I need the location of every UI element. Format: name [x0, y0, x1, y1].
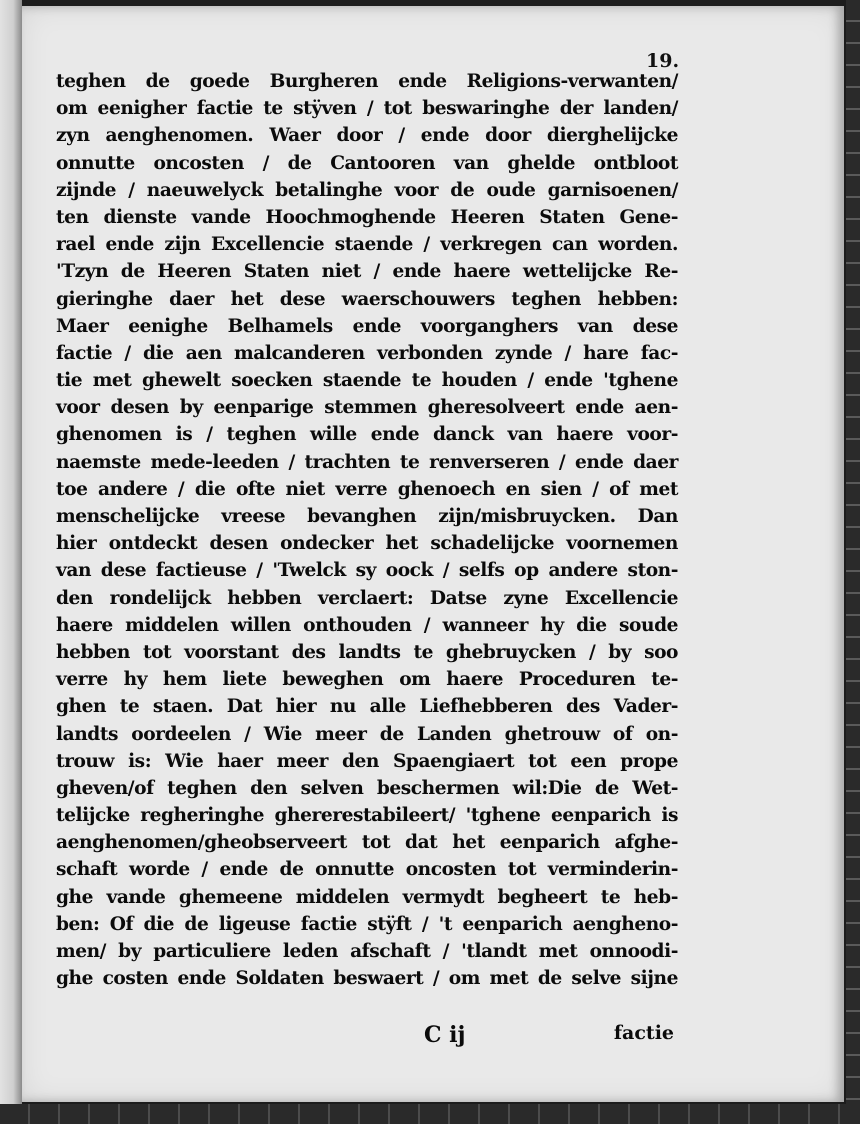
- text-line: ghen te staen. Dat hier nu alle Liefhebberen des Vader-: [56, 696, 678, 718]
- text-line: hier ontdeckt desen ondecker het schadelijcke voornemen: [56, 533, 678, 555]
- signature-mark: C ij: [424, 1022, 466, 1048]
- text-line: van dese factieuse / 'Twelck sy oock / selfs op andere ston-: [56, 560, 678, 582]
- text-line: zijnde / naeuwelyck betalinghe voor de oude garnisoenen/: [56, 179, 678, 201]
- text-line: telijcke regheringhe ghererestabileert/ 'tghene eenparich is: [56, 805, 678, 827]
- text-line: teghen de goede Burgheren ende Religions-verwanten/: [56, 71, 678, 92]
- page-number: 19.: [646, 50, 680, 72]
- text-line: voor desen by eenparige stemmen gheresolveert ende aen-: [56, 397, 678, 419]
- text-line: ghe vande ghemeene middelen vermydt begheert te heb-: [56, 886, 678, 908]
- text-line: 'Tzyn de Heeren Staten niet / ende haere wettelijcke Re-: [56, 261, 678, 283]
- text-line: verre hy hem liete beweghen om haere Proceduren te-: [56, 669, 678, 691]
- text-line: hebben tot voorstant des landts te ghebruycken / by soo: [56, 641, 678, 663]
- text-line: landts oordeelen / Wie meer de Landen ghetrouw of on-: [56, 723, 678, 745]
- text-line: tie met ghewelt soecken staende te houden / ende 'tghene: [56, 370, 678, 392]
- scan-ruler-right: [846, 0, 860, 1124]
- text-line: naemste mede-leeden / trachten te renverseren / ende daer: [56, 451, 678, 473]
- text-line: schaft worde / ende de onnutte oncosten tot verminderin-: [56, 859, 678, 881]
- text-line: zyn aenghenomen. Waer door / ende door dierghelijcke: [56, 125, 678, 147]
- text-line: menschelijcke vreese bevanghen zijn/misbruycken. Dan: [56, 506, 678, 527]
- text-line: haere middelen willen onthouden / wanneer hy die soude: [56, 614, 678, 636]
- body-text: [56, 68, 678, 992]
- text-line: toe andere / die ofte niet verre ghenoech en sien / of met: [56, 478, 678, 500]
- text-line: men/ by particuliere leden afschaft / 'tlandt met onnoodi-: [56, 941, 678, 962]
- text-line: gieringhe daer het dese waerschouwers teghen hebben:: [56, 288, 678, 310]
- text-line: den rondelijck hebben verclaert: Datse zyne Excellencie: [56, 587, 678, 609]
- book-spine-edge: [0, 0, 22, 1124]
- catchword: factie: [613, 1022, 674, 1044]
- text-line: aenghenomen/gheobserveert tot dat het eenparich afghe-: [56, 832, 678, 854]
- text-line: rael ende zijn Excellencie staende / verkregen can worden.: [56, 234, 678, 256]
- scan-ruler-bottom: [0, 1104, 860, 1124]
- text-line: onnutte oncosten / de Cantooren van ghelde ontbloot: [56, 152, 678, 174]
- text-line: trouw is: Wie haer meer den Spaengiaert tot een prope: [56, 750, 678, 772]
- page-footer: [56, 1022, 678, 1052]
- text-line: Maer eenighe Belhamels ende voorganghers van dese: [56, 315, 678, 337]
- text-line: gheven/of teghen den selven beschermen wil:Die de Wet-: [56, 777, 678, 799]
- text-line: om eenigher factie te stÿven / tot beswaringhe der landen/: [56, 98, 678, 120]
- text-line: ben: Of die de ligeuse factie stÿft / 't eenparich aenghenо-: [56, 913, 678, 935]
- text-line: ten dienste vande Hoochmoghende Heeren Staten Gene-: [56, 206, 678, 228]
- text-line: factie / die aen malcanderen verbonden zynde / hare fac-: [56, 342, 678, 364]
- text-line: ghenomen is / teghen wille ende danck van haere voor-: [56, 424, 678, 446]
- text-line: ghe costen ende Soldaten beswaert / om met de selve sijne: [56, 968, 678, 990]
